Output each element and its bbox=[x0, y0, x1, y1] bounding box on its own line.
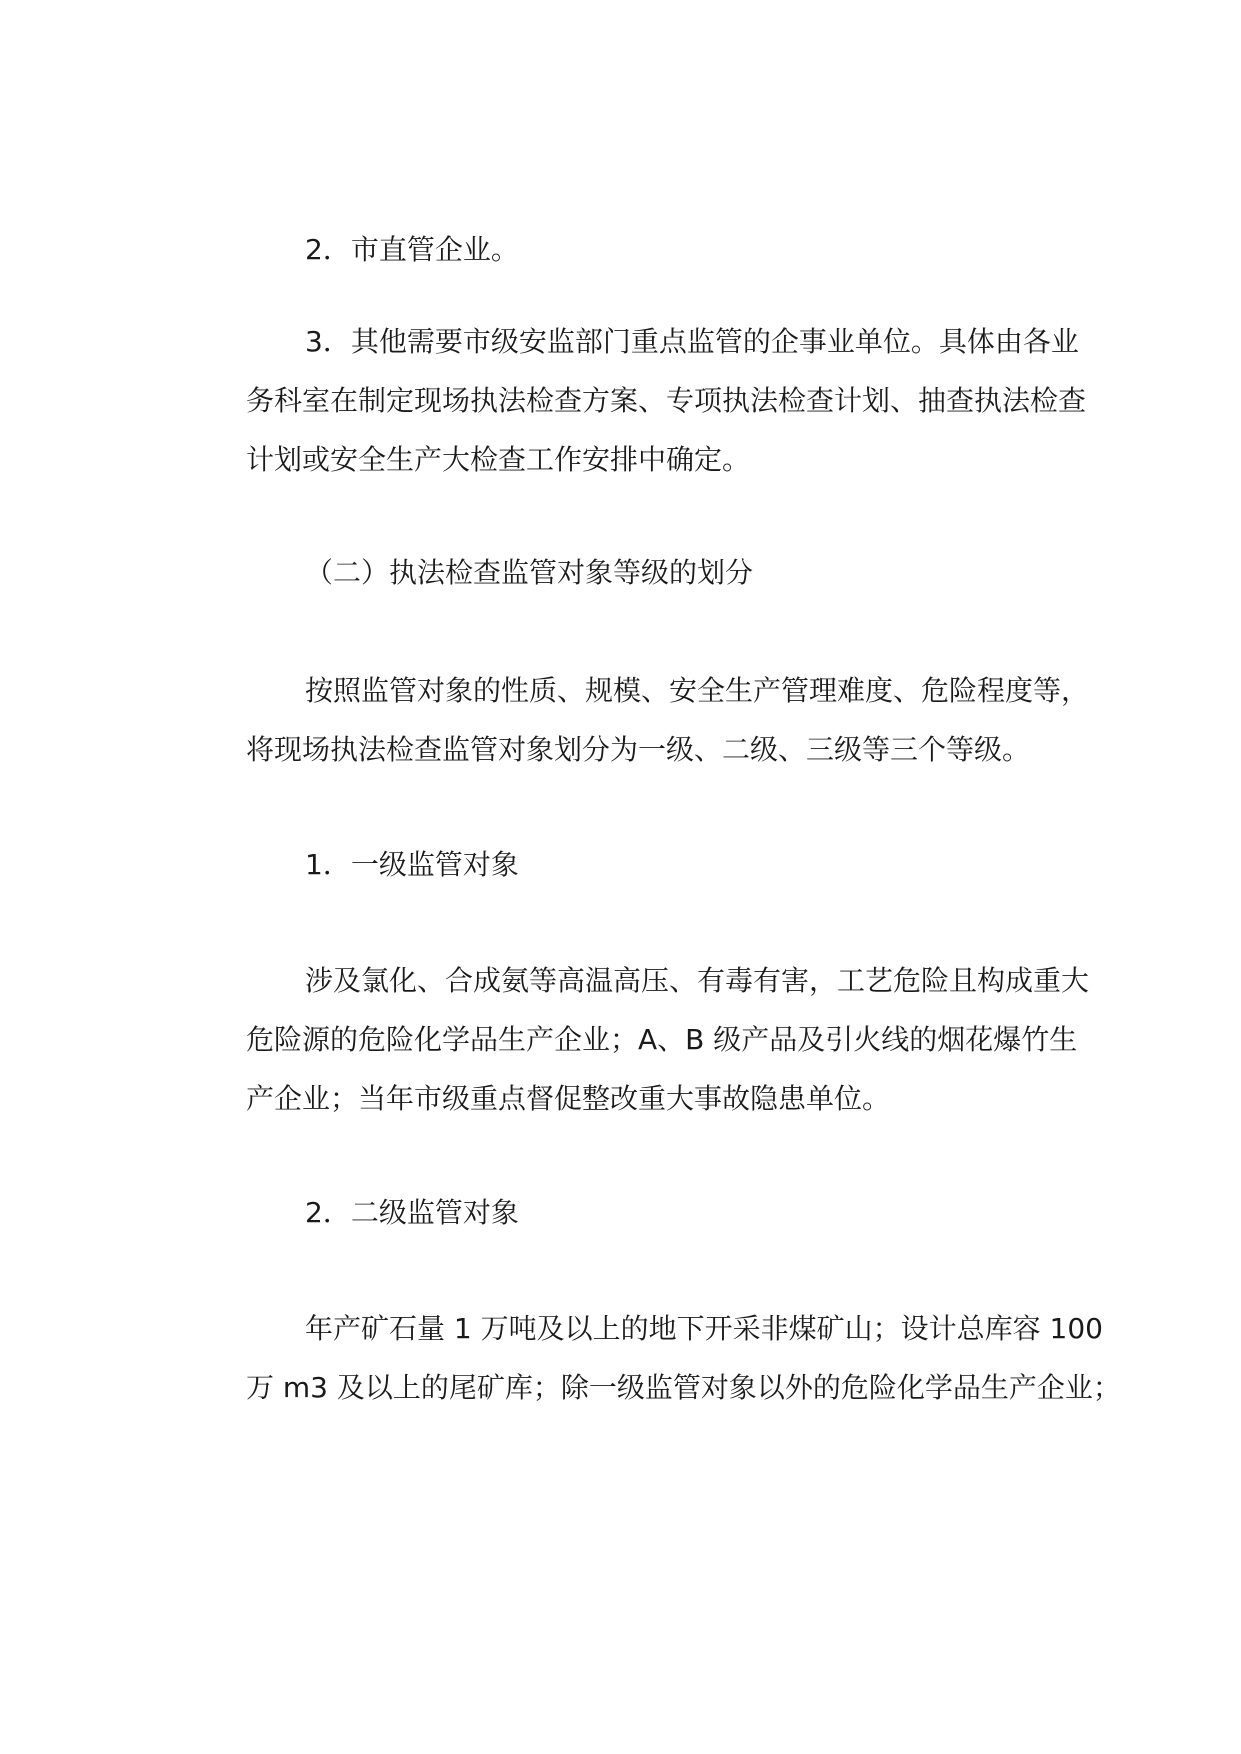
section-heading-text: （二）执法检查监管对象等级的划分 bbox=[305, 556, 754, 589]
paragraph-line: 将现场执法检查监管对象划分为一级、二级、三级等三个等级。 bbox=[246, 733, 1031, 766]
paragraph-other-units bbox=[187, 312, 1087, 489]
paragraph-line: 年产矿石量 1 万吨及以上的地下开采非煤矿山；设计总库容 100 bbox=[305, 1312, 1103, 1345]
section-heading bbox=[187, 543, 1057, 602]
paragraph-classification bbox=[187, 661, 1090, 779]
paragraph-line: 务科室在制定现场执法检查方案、专项执法检查计划、抽查执法检查 bbox=[246, 384, 1087, 417]
subheading-text: 1．一级监管对象 bbox=[305, 848, 519, 881]
paragraph-level-two bbox=[187, 1299, 1121, 1417]
paragraph-line: 产企业；当年市级重点督促整改重大事故隐患单位。 bbox=[246, 1082, 891, 1115]
paragraph-line: 计划或安全生产大检查工作安排中确定。 bbox=[246, 443, 751, 476]
subheading-text: 2．二级监管对象 bbox=[305, 1196, 519, 1229]
paragraph-line: 危险源的危险化学品生产企业；A、B 级产品及引火线的烟花爆竹生 bbox=[246, 1023, 1078, 1056]
paragraph-line: 涉及氯化、合成氨等高温高压、有毒有害，工艺危险且构成重大 bbox=[305, 964, 1090, 997]
paragraph-level-one bbox=[187, 951, 1090, 1128]
paragraph-line: 3．其他需要市级安监部门重点监管的企事业单位。具体由各业 bbox=[305, 325, 1079, 358]
paragraph-line: 万 m3 及以上的尾矿库；除一级监管对象以外的危险化学品生产企业； bbox=[246, 1371, 1121, 1404]
paragraph-city-managed bbox=[187, 220, 1057, 279]
subheading-level-one bbox=[187, 835, 1057, 894]
subheading-level-two bbox=[187, 1183, 1057, 1242]
paragraph-line: 2．市直管企业。 bbox=[305, 233, 519, 266]
paragraph-line: 按照监管对象的性质、规模、安全生产管理难度、危险程度等， bbox=[305, 674, 1090, 707]
